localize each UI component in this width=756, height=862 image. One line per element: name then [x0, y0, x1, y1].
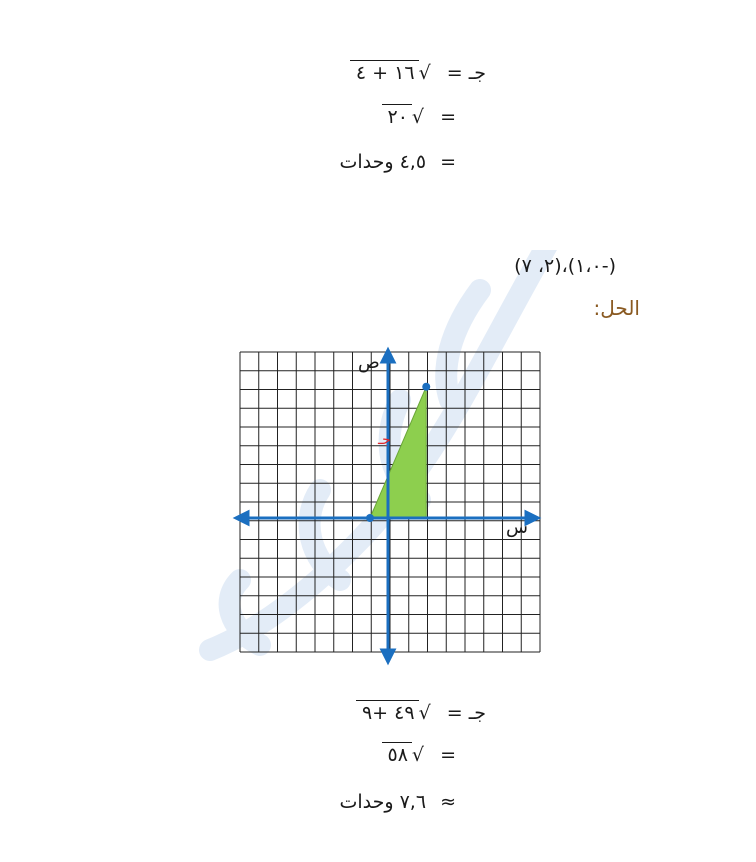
radicand: ٥٨: [382, 742, 412, 767]
square-root-icon: √: [418, 62, 431, 84]
coordinate-graph: [230, 340, 550, 670]
x-axis-label: س: [506, 517, 528, 538]
part1-line1: [350, 60, 486, 85]
hypotenuse-symbol: جـ: [468, 62, 486, 84]
part2-line3: [339, 790, 456, 814]
square-root-icon: √: [418, 702, 431, 724]
hypotenuse-marker: جـ: [378, 432, 391, 448]
part1-line2: [382, 104, 457, 129]
radicand: ٤٩ +٩: [356, 700, 419, 725]
right-triangle: [370, 387, 426, 518]
equals-sign: =: [440, 151, 456, 173]
result-value: ٧,٦ وحدات: [339, 791, 427, 813]
radicand: ٢٠: [382, 104, 412, 129]
radicand: ١٦ + ٤: [350, 60, 419, 85]
equals-sign: =: [440, 744, 456, 766]
approx-sign: ≈: [440, 791, 456, 813]
result-value: ٤,٥ وحدات: [339, 151, 427, 173]
vertex-point: [366, 514, 374, 522]
part2-line2: [382, 742, 457, 767]
solution-label: الحل:: [593, 296, 640, 320]
hypotenuse-symbol: جـ: [468, 702, 486, 724]
part2-line1: [356, 700, 486, 725]
square-root-icon: √: [411, 106, 425, 128]
equals-sign: =: [440, 106, 456, 128]
part1-line3: [339, 150, 456, 174]
y-axis-label: ص: [358, 352, 380, 373]
vertex-point: [422, 383, 430, 391]
square-root-icon: √: [411, 744, 425, 766]
points-text: (-١،٠)،(٢، ٧): [514, 255, 616, 277]
equals-sign: =: [446, 702, 463, 724]
equals-sign: =: [446, 62, 463, 84]
